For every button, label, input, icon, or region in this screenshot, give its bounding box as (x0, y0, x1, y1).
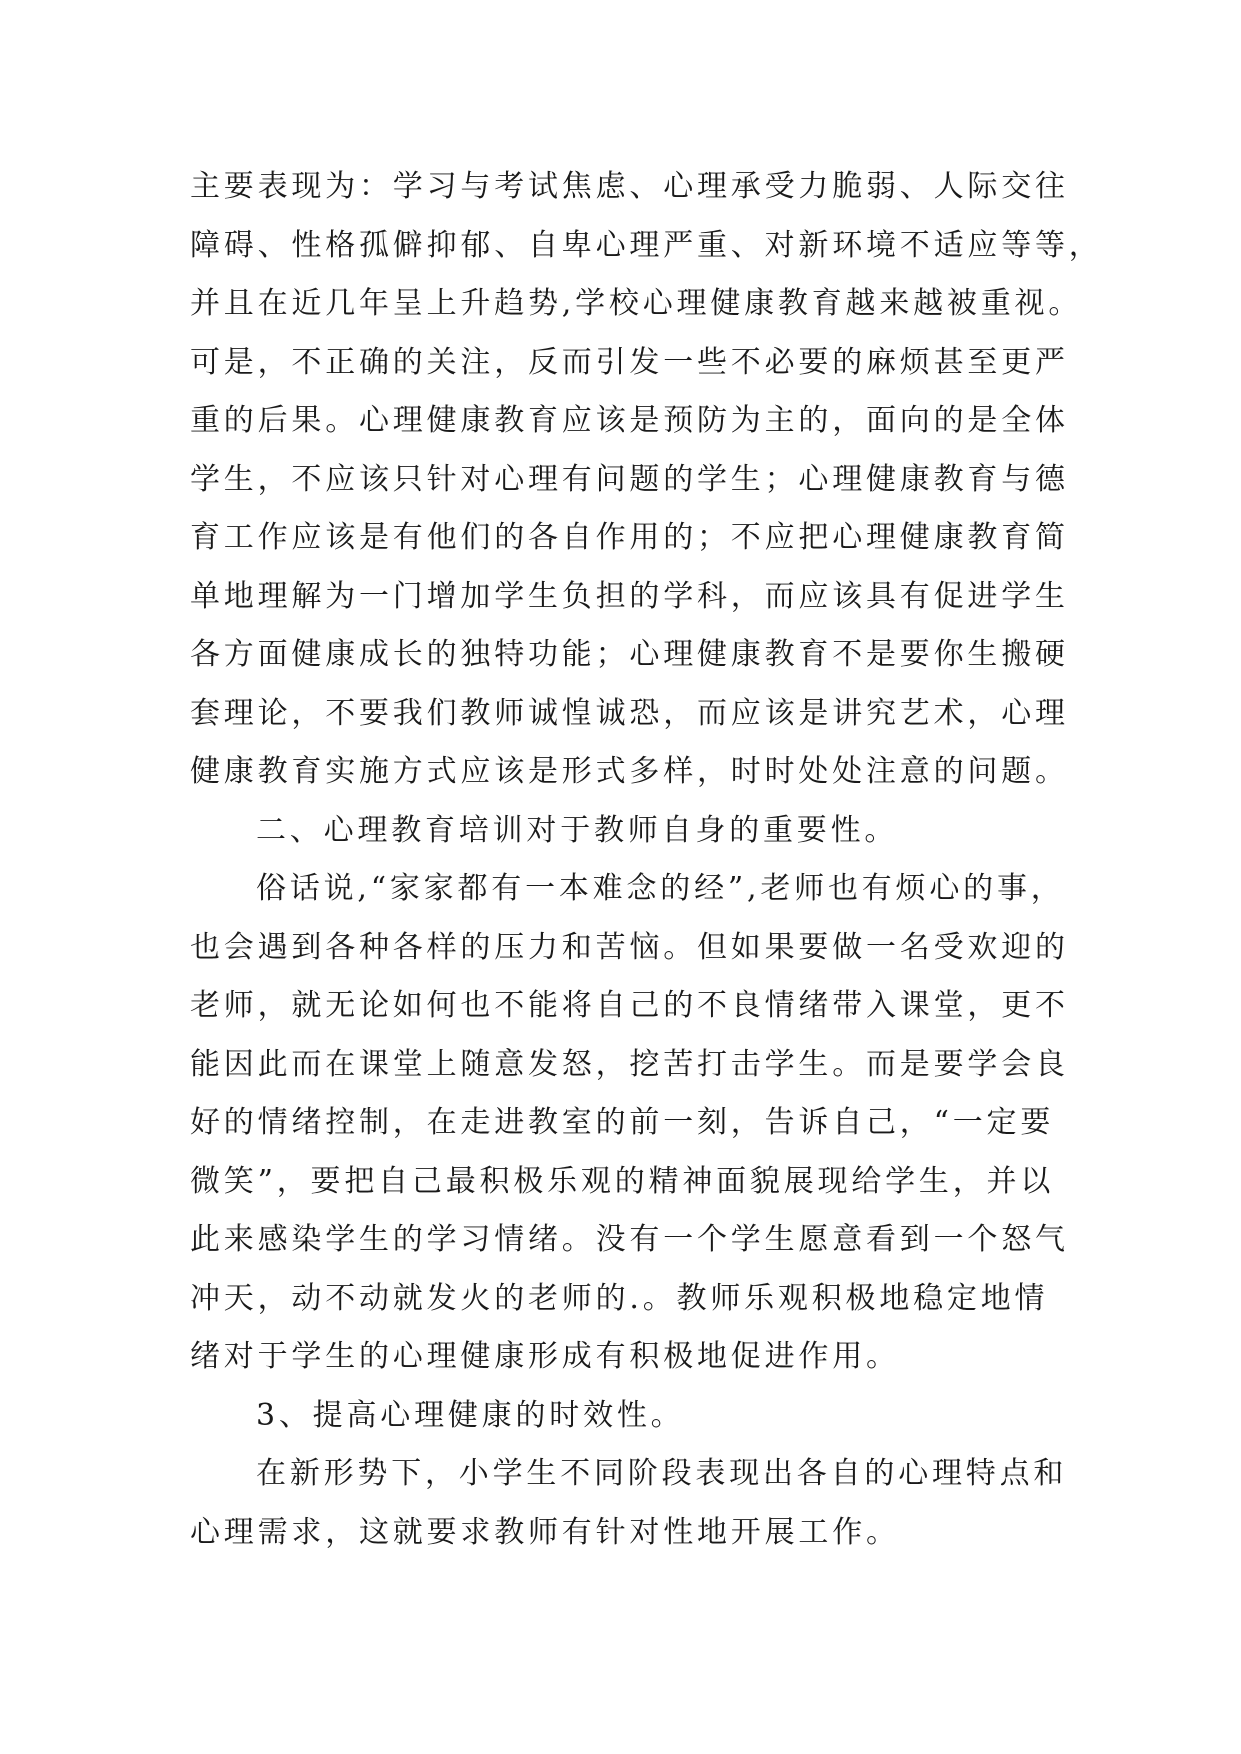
text-line: 能因此而在课堂上随意发怒，挖苦打击学生。而是要学会良 (190, 1046, 1069, 1082)
text-line: 并且在近几年呈上升趋势,学校心理健康教育越来越被重视。 (190, 286, 1083, 321)
text-line: 重的后果。心理健康教育应该是预防为主的，面向的是全体 (190, 403, 1069, 438)
text-line: 好的情绪控制，在走进教室的前一刻，告诉自己，“一定要 (190, 1105, 1055, 1140)
text-line: 健康教育实施方式应该是形式多样，时时处处注意的问题。 (190, 754, 1069, 789)
text-line: 在新形势下，小学生不同阶段表现出各自的心理特点和 (256, 1456, 1068, 1491)
text-line: 心理需求，这就要求教师有针对性地开展工作。 (190, 1514, 900, 1550)
text-line: 学生，不应该只针对心理有问题的学生；心理健康教育与德 (190, 461, 1069, 497)
text-line: 二、心理教育培训对于教师自身的重要性。 (256, 812, 899, 848)
text-line: 也会遇到各种各样的压力和苦恼。但如果要做一名受欢迎的 (190, 929, 1069, 965)
text-line: 可是，不正确的关注，反而引发一些不必要的麻烦甚至更严 (190, 344, 1069, 380)
document-body (190, 158, 1103, 1562)
text-line: 主要表现为：学习与考试焦虑、心理承受力脆弱、人际交往 (190, 169, 1069, 204)
text-line: 各方面健康成长的独特功能；心理健康教育不是要你生搬硬 (190, 637, 1069, 672)
text-line: 老师，就无论如何也不能将自己的不良情绪带入课堂，更不 (190, 988, 1069, 1023)
text-line: 障碍、性格孤僻抑郁、自卑心理严重、对新环境不适应等等， (190, 227, 1103, 263)
text-line: 冲天，动不动就发火的老师的.。教师乐观积极地稳定地情 (190, 1280, 1049, 1316)
text-line: 此来感染学生的学习情绪。没有一个学生愿意看到一个怒气 (190, 1222, 1069, 1257)
text-line: 绪对于学生的心理健康形成有积极地促进作用。 (190, 1339, 900, 1374)
text-line: 育工作应该是有他们的各自作用的；不应把心理健康教育简 (190, 520, 1069, 555)
text-line: 俗话说,“家家都有一本难念的经”,老师也有烦心的事， (256, 871, 1065, 906)
text-line: 3、提高心理健康的时效性。 (256, 1397, 685, 1433)
text-line: 单地理解为一门增加学生负担的学科，而应该具有促进学生 (190, 578, 1069, 614)
text-line: 微笑”，要把自己最积极乐观的精神面貌展现给学生，并以 (190, 1163, 1055, 1199)
text-line: 套理论，不要我们教师诚惶诚恐，而应该是讲究艺术，心理 (190, 695, 1069, 731)
